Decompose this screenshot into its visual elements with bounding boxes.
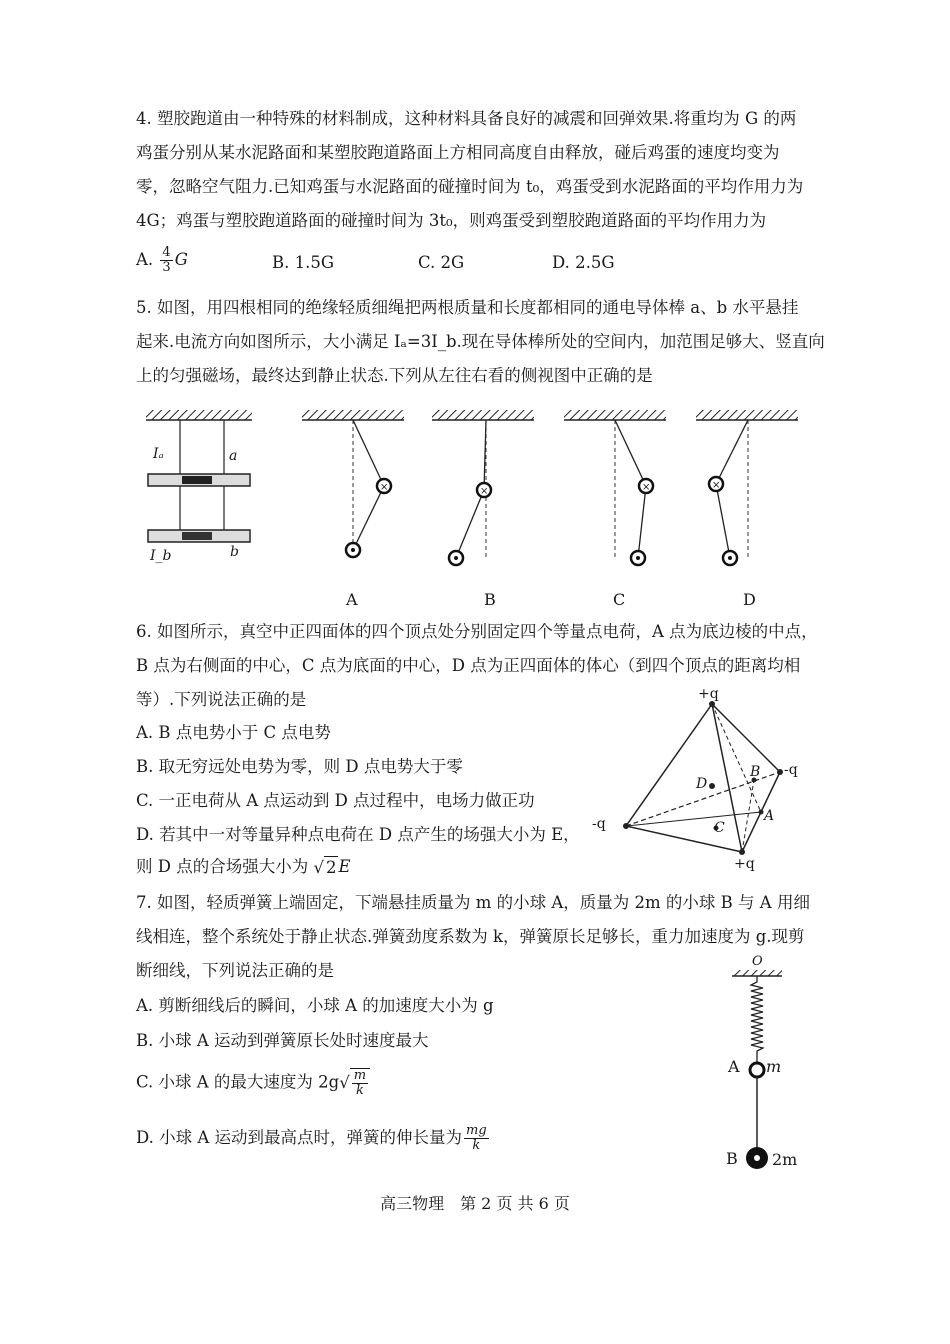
charge-bottom: +q <box>734 856 755 872</box>
q6-line-3: 等）.下列说法正确的是 <box>136 690 307 709</box>
q5-option-a-figure <box>300 410 410 570</box>
label-point-d: D <box>696 776 708 792</box>
q7-line-3: 断细线，下列说法正确的是 <box>136 961 334 980</box>
tetrahedron-figure <box>612 690 812 870</box>
q7-line-1: 7. 如图，轻质弹簧上端固定，下端悬挂质量为 m 的小球 A，质量为 2m 的小球 B 与 A 用细 <box>136 893 810 912</box>
label-ball-a: A <box>728 1057 740 1076</box>
q5-option-d-label: D <box>743 590 756 609</box>
label-mass-m: m <box>766 1057 782 1076</box>
q6-option-a: A. B 点电势小于 C 点电势 <box>136 723 331 742</box>
label-ball-b: B <box>726 1149 738 1168</box>
label-ia: Iₐ <box>153 446 164 462</box>
q6-line-1: 6. 如图所示，真空中正四面体的四个顶点处分别固定四个等量点电荷，A 点为底边棱的中点， <box>136 622 818 641</box>
svg-text:×: × <box>480 486 489 497</box>
q5-line-3: 上的匀强磁场，最终达到静止状态.下列从左往右看的侧视图中正确的是 <box>136 366 653 385</box>
charge-right: -q <box>784 762 798 778</box>
label-mass-2m: 2m <box>772 1150 798 1169</box>
label-point-a: A <box>764 808 775 824</box>
fraction-denominator: 3 <box>162 260 171 275</box>
label-b: b <box>230 544 239 560</box>
q6-option-d-line-2: 则 D 点的合场强大小为 √ 2 E <box>136 857 351 877</box>
q7-line-2: 线相连，整个系统处于静止状态.弹簧劲度系数为 k，弹簧原长足够长，重力加速度为 g.现剪 <box>136 927 805 946</box>
label-a: a <box>229 448 238 464</box>
point-a <box>759 810 764 815</box>
fraction-numerator: 4 <box>162 245 171 260</box>
q6-option-b: B. 取无穷远处电势为零，则 D 点电势大于零 <box>136 757 463 776</box>
svg-text:×: × <box>380 482 389 493</box>
q6-option-c: C. 一正电荷从 A 点运动到 D 点过程中，电场力做正功 <box>136 791 535 810</box>
q7-option-b: B. 小球 A 运动到弹簧原长处时速度最大 <box>136 1031 429 1050</box>
q4-option-b: B. 1.5G <box>272 253 335 272</box>
label-point-c: C <box>714 820 725 836</box>
q4-line-4: 4G；鸡蛋与塑胶跑道路面的碰撞时间为 3t₀，则鸡蛋受到塑胶跑道路面的平均作用力为 <box>136 211 767 230</box>
q7-option-c: C. 小球 A 的最大速度为 2g√ $\frac{m}{k}$ <box>136 1068 370 1098</box>
q5-option-d-figure <box>694 410 804 570</box>
q5-option-b-label: B <box>484 590 496 609</box>
q5-line-2: 起来.电流方向如图所示，大小满足 Iₐ=3I_b.现在导体棒所处的空间内，加范围足够大、竖直向 <box>136 332 825 351</box>
q4-line-1: 4. 塑胶跑道由一种特殊的材料制成，这种材料具备良好的减震和回弹效果.将重均为 G 的两 <box>136 109 797 128</box>
q6-line-2: B 点为右侧面的中心，C 点为底面的中心，D 点为正四面体的体心（到四个顶点的距离均相 <box>136 656 801 675</box>
ceiling-hatch <box>146 410 252 420</box>
q5-option-a-label: A <box>346 590 358 609</box>
q4-option-a-unit: G <box>174 250 188 269</box>
sqrt-symbol: √ $\frac{m}{k}$ <box>339 1068 370 1098</box>
q5-line-1: 5. 如图，用四根相同的绝缘轻质细绳把两根质量和长度都相同的通电导体棒 a、b 水平悬挂 <box>136 298 799 317</box>
q4-option-c: C. 2G <box>418 253 465 272</box>
q5-option-c-label: C <box>613 590 626 609</box>
label-point-b: B <box>750 764 761 780</box>
q6-option-d-line-1: D. 若其中一对等量异种点电荷在 D 点产生的场强大小为 E， <box>136 825 580 844</box>
q4-option-a-fraction <box>160 246 172 275</box>
svg-text:×: × <box>712 480 721 491</box>
q5-option-c-figure <box>562 410 672 570</box>
q4-line-3: 零，忽略空气阻力.已知鸡蛋与水泥路面的碰撞时间为 t₀，鸡蛋受到水泥路面的平均作用力为 <box>136 177 804 196</box>
q4-line-2: 鸡蛋分别从某水泥路面和某塑胶跑道路面上方相同高度自由释放，碰后鸡蛋的速度均变为 <box>136 143 780 162</box>
sqrt-symbol: √ 2 <box>313 858 337 877</box>
label-ib: I_b <box>150 548 172 564</box>
label-o: O <box>752 954 763 969</box>
q7-option-a: A. 剪断细线后的瞬间，小球 A 的加速度大小为 g <box>136 996 494 1015</box>
q5-option-b-figure <box>430 410 540 570</box>
spring <box>751 976 763 1066</box>
charge-left: -q <box>592 816 606 832</box>
charge-top: +q <box>698 686 719 702</box>
q4-option-d: D. 2.5G <box>552 253 615 272</box>
q7-option-d: D. 小球 A 运动到最高点时，弹簧的伸长量为 $\frac{mg}{k}$ <box>136 1123 487 1153</box>
point-d <box>709 783 715 789</box>
q4-option-a <box>136 246 188 275</box>
page-footer: 高三物理 第 2 页 共 6 页 <box>380 1194 570 1213</box>
ball-a <box>750 1063 764 1077</box>
q4-option-a-label: A. <box>136 250 154 269</box>
svg-text:×: × <box>642 482 651 493</box>
